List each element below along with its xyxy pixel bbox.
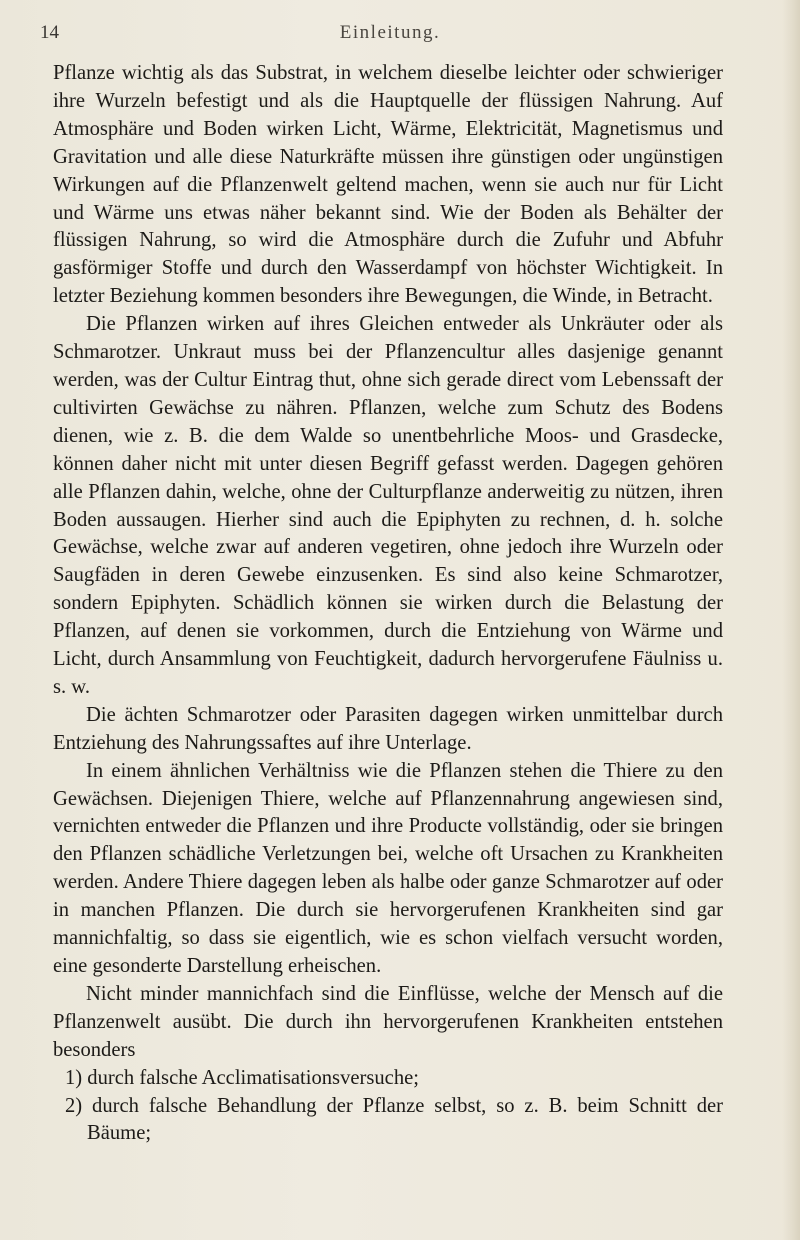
paragraph: In einem ähnlichen Verhältniss wie die Pflanzen stehen die Thiere zu den Gewächsen. Diejenigen Thiere, welche auf Pflanzennahrung angewiesen sind, vernichten entweder die Pflanzen und ihre Producte vollständig, oder sie bringen den Pflanzen schädliche Verletzungen bei, welche oft Ursachen zu Krankheiten werden. Andere Thiere dagegen leben als halbe oder ganze Schmarotzer auf oder in manchen Pflanzen. Die durch sie hervorgerufenen Krankheiten sind gar mannichfaltig, so dass sie eigentlich, wie es schon vielfach versucht worden, eine gesonderte Darstellung erheischen. (53, 759, 723, 977)
page-number: 14 (40, 22, 59, 43)
numbered-list (53, 1065, 723, 1149)
body-text (53, 60, 723, 1148)
paragraph: Die ächten Schmarotzer oder Parasiten dagegen wirken unmittelbar durch Entziehung des Nahrungssaftes auf ihre Unterlage. (53, 703, 723, 754)
paragraph: Nicht minder mannichfach sind die Einflüsse, welche der Mensch auf die Pflanzenwelt ausübt. Die durch ihn hervorgerufenen Krankheiten entstehen besonders (53, 982, 723, 1061)
page-header (40, 22, 740, 52)
running-head: Einleitung. (339, 22, 441, 43)
list-item: 1) durch falsche Acclimatisationsversuche; (65, 1066, 419, 1089)
page-edge-shadow (782, 0, 800, 1240)
list-item: 2) durch falsche Behandlung der Pflanze selbst, so z. B. beim Schnitt der Bäume; (65, 1094, 723, 1145)
paragraph: Die Pflanzen wirken auf ihres Gleichen entweder als Unkräuter oder als Schmarotzer. Unkraut muss bei der Pflanzencultur alles dasjenige genannt werden, was der Cultur Eintrag thut, ohne sich gerade direct vom Lebenssaft der cultivirten Gewächse zu nähren. Pflanzen, welche zum Schutz des Bodens dienen, wie z. B. die dem Walde so unentbehrliche Moos- und Grasdecke, können daher nicht mit unter diesen Begriff gefasst werden. Dagegen gehören alle Pflanzen dahin, welche, ohne der Culturpflanze anderweitig zu nützen, ihren Boden aussaugen. Hierher sind auch die Epiphyten zu rechnen, d. h. solche Gewächse, welche zwar auf anderen vegetiren, ohne jedoch ihre Wurzeln oder Saugfäden in deren Gewebe einzusenken. Es sind also keine Schmarotzer, sondern Epiphyten. Schädlich können sie wirken durch die Belastung der Pflanzen, auf denen sie vorkommen, durch die Entziehung von Wärme und Licht, durch Ansammlung von Feuchtigkeit, dadurch hervorgerufene Fäulniss u. s. w. (53, 313, 723, 698)
paragraph-continued: Pflanze wichtig als das Substrat, in welchem dieselbe leichter oder schwieriger ihre Wurzeln befestigt und als die Hauptquelle der flüssigen Nahrung. Auf Atmosphäre und Boden wirken Licht, Wärme, Elektricität, Magnetismus und Gravitation und alle diese Naturkräfte müssen ihre günstigen oder ungünstigen Wirkungen auf die Pflanzenwelt geltend machen, wenn sie auch nur für Licht und Wärme uns etwas näher bekannt sind. Wie der Boden als Behälter der flüssigen Nahrung, so wird die Atmosphäre durch die Zufuhr und Abfuhr gasförmiger Stoffe und durch den Wasserdampf von höchster Wichtigkeit. In letzter Beziehung kommen besonders ihre Bewegungen, die Winde, in Betracht. (53, 62, 723, 308)
